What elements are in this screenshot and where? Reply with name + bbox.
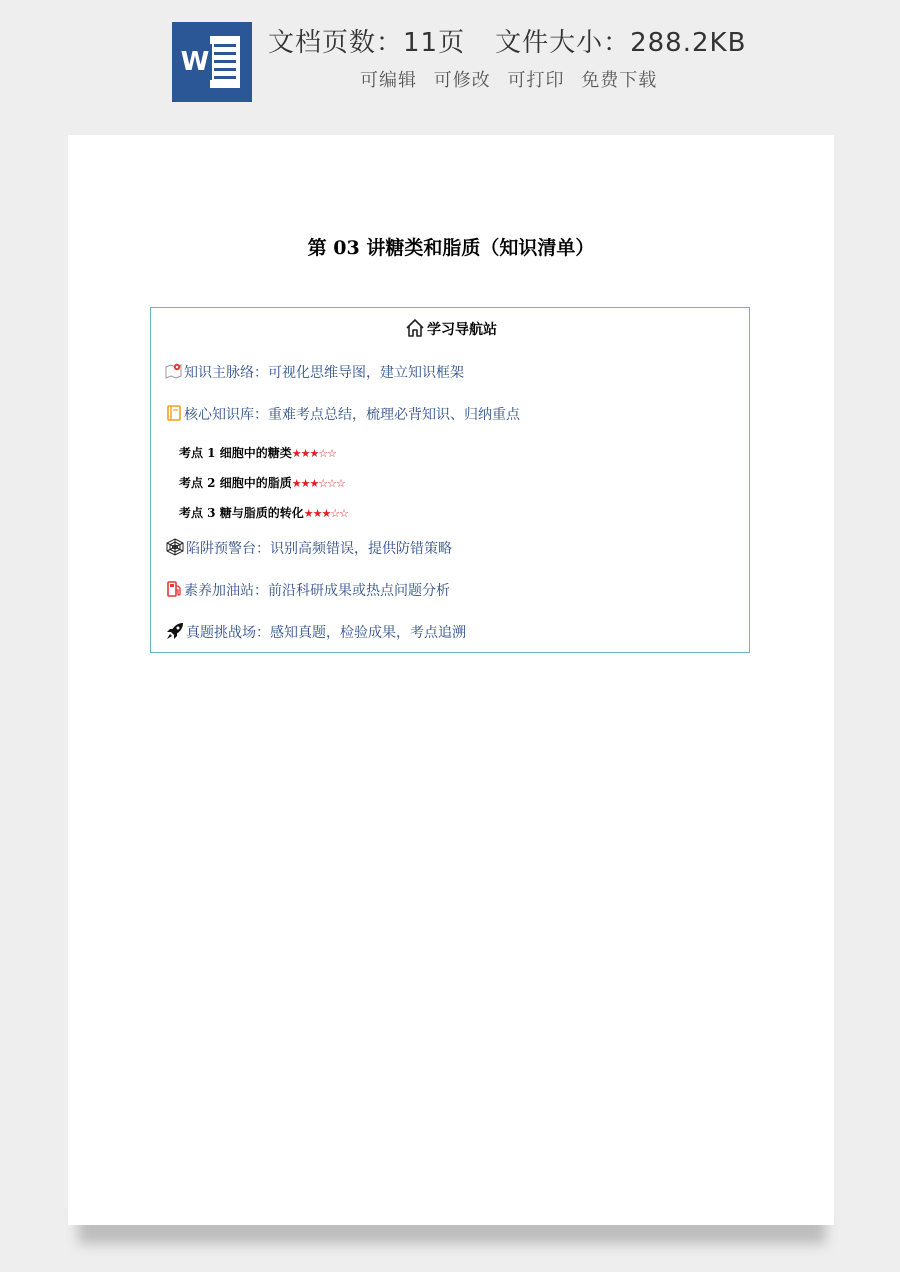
rating-stars: ★★★☆☆: [303, 507, 349, 520]
feature-free-download: 免费下载: [581, 70, 658, 91]
rating-stars: ★★★☆☆: [291, 447, 337, 460]
feature-printable: 可打印: [507, 70, 565, 91]
download-header: [0, 0, 900, 120]
point-3: 考点 3 糖与脂质的转化★★★☆☆: [179, 506, 349, 520]
logo-letter: W: [178, 44, 212, 80]
nav-item-literacy: 素养加油站：前沿科研成果或热点问题分析: [165, 580, 450, 600]
rating-stars: ★★★☆☆☆: [291, 477, 345, 490]
point-1: 考点 1 细胞中的糖类★★★☆☆: [179, 446, 337, 460]
nav-item-core-knowledge: 核心知识库：重难考点总结，梳理必背知识、归纳重点: [165, 404, 520, 424]
spider-web-icon: [165, 538, 185, 556]
map-pin-icon: [165, 362, 183, 380]
document-page: [68, 135, 834, 1225]
file-size: 文件大小：288.2KB: [495, 28, 747, 58]
rocket-icon: [165, 622, 185, 640]
feature-modifiable: 可修改: [433, 70, 491, 91]
study-nav-box: [150, 307, 750, 653]
book-icon: [165, 404, 183, 422]
nav-heading: [151, 318, 751, 339]
nav-item-knowledge-map: 知识主脉络：可视化思维导图，建立知识框架: [165, 362, 464, 382]
point-2: 考点 2 细胞中的脂质★★★☆☆☆: [179, 476, 345, 490]
word-logo-icon: [172, 22, 252, 102]
nav-item-exam-challenge: 真题挑战场：感知真题，检验成果，考点追溯: [165, 622, 466, 642]
feature-list: [360, 66, 667, 92]
document-title: 第 03 讲糖类和脂质（知识清单）: [307, 237, 595, 259]
home-icon: [405, 318, 425, 338]
file-info: [268, 22, 746, 58]
nav-heading-text: 学习导航站: [427, 322, 497, 338]
page-count: 文档页数：11页: [268, 28, 466, 58]
fuel-pump-icon: [165, 580, 183, 598]
nav-item-trap-warning: 陷阱预警台：识别高频错误，提供防错策略: [165, 538, 452, 558]
document-sheet: [210, 36, 240, 88]
feature-editable: 可编辑: [360, 70, 417, 91]
